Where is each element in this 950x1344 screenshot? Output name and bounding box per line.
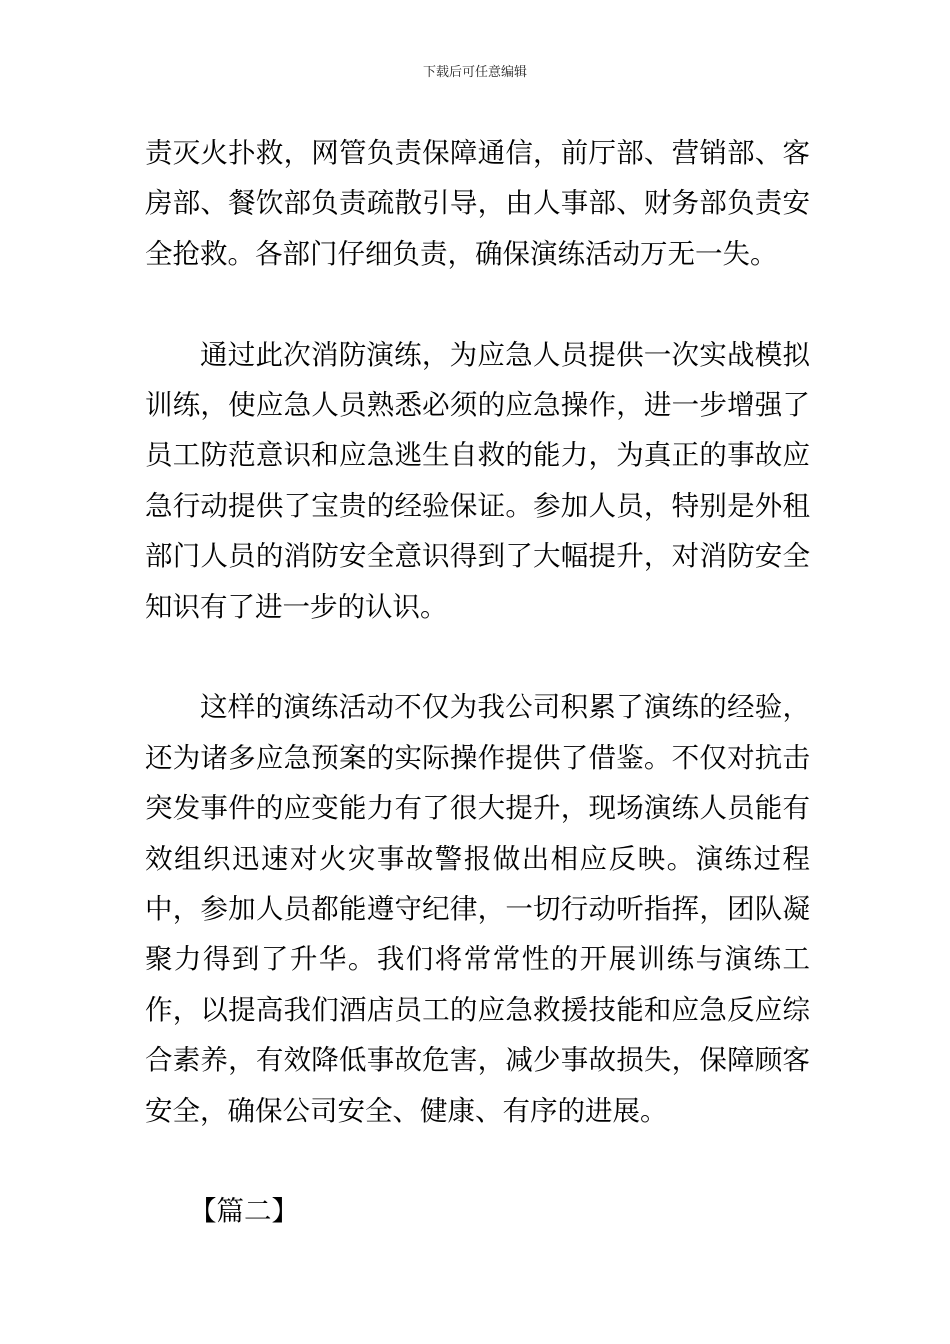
- paragraph-gap: [145, 632, 810, 682]
- paragraph-1: 责灭火扑救，网管负责保障通信，前厅部、营销部、客房部、餐饮部负责疏散引导，由人事部、财务部负责安全抢救。各部门仔细负责，确保演练活动万无一失。: [145, 137, 810, 270]
- paragraph-gap: [145, 1136, 810, 1186]
- paragraph-3: 这样的演练活动不仅为我公司积累了演练的经验，还为诸多应急预案的实际操作提供了借鉴。不仅对抗击突发事件的应变能力有了很大提升，现场演练人员能有效组织迅速对火灾事故警报做出相应反映。演练过程中，参加人员都能遵守纪律，一切行动听指挥，团队凝聚力得到了升华。我们将常常性的开展训练与演练工作，以提高我们酒店员工的应急救援技能和应急反应综合素养，有效降低事故危害，减少事故损失，保障顾客安全，确保公司安全、健康、有序的进展。: [145, 691, 810, 1127]
- paragraph-gap: [145, 279, 810, 329]
- paragraph-2: 通过此次消防演练，为应急人员提供一次实战模拟训练，使应急人员熟悉必须的应急操作，进一步增强了员工防范意识和应急逃生自救的能力，为真正的事故应急行动提供了宝贵的经验保证。参加人员，特别是外租部门人员的消防安全意识得到了大幅提升，对消防安全知识有了进一步的认识。: [145, 338, 810, 623]
- page-header-note: 下载后可任意编辑: [422, 65, 527, 80]
- section-heading: 【篇二】: [189, 1195, 299, 1228]
- document-body: [145, 128, 810, 1237]
